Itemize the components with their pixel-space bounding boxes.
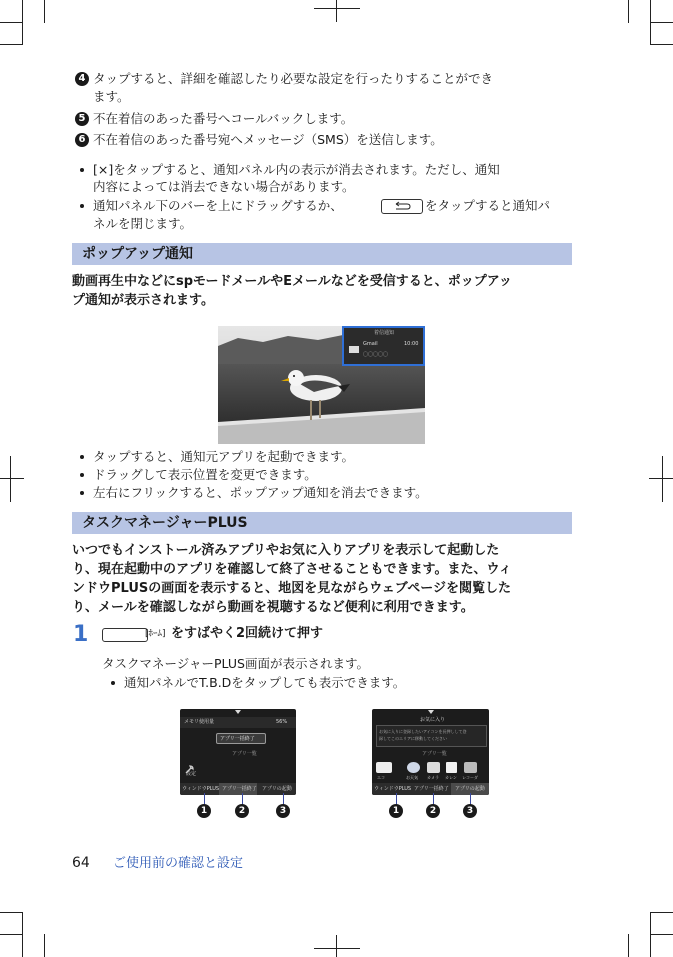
- callout-1: 1: [389, 804, 403, 818]
- section-header-taskmanager: [72, 512, 572, 534]
- section2-intro-line2: り、現在起動中のアプリを確認して終了させることもできます。また、ウィ: [72, 562, 512, 577]
- eco-app-icon[interactable]: [376, 762, 392, 773]
- callout-2: 2: [235, 804, 249, 818]
- bullet-dot: [111, 681, 115, 685]
- app-name-camera: カメラ: [427, 775, 439, 780]
- chevron-down-icon[interactable]: [235, 710, 241, 714]
- app-name-weather: お天気: [406, 775, 418, 780]
- weather-app-icon[interactable]: [407, 762, 420, 773]
- bullet-dot: [80, 455, 84, 459]
- page-number: 64: [72, 855, 90, 871]
- recorder-app-icon[interactable]: [464, 762, 477, 773]
- popup-example-image: [218, 326, 425, 444]
- bullet-1-line1: [×]をタップすると、通知パネル内の表示が消去されます。ただし、通知: [93, 162, 500, 177]
- favorites-label: お気に入り: [420, 717, 446, 723]
- bullet-2-line2: ネルを閉じます。: [93, 216, 193, 231]
- app-name-eco: エコ: [377, 775, 385, 780]
- step-result: タスクマネージャーPLUS画面が表示されます。: [102, 656, 369, 671]
- footer-title: ご使用前の確認と設定: [113, 856, 244, 871]
- item-4-line1: タップすると、詳細を確認したり必要な設定を行ったりすることができ: [93, 71, 494, 86]
- section1-bullet-1: タップすると、通知元アプリを起動できます。: [93, 449, 355, 464]
- callout-2: 2: [426, 804, 440, 818]
- tab-end-all[interactable]: アプリ一括終了: [222, 786, 257, 792]
- bullet-dot: [80, 473, 84, 477]
- home-key-icon: [102, 628, 148, 642]
- tab-window-plus[interactable]: ウィンドウPLUS: [182, 786, 220, 792]
- popup-app: Gmail: [363, 341, 378, 347]
- favorites-hint-1: お気に入りに登録したいアイコンを長押しして登: [379, 729, 467, 734]
- popup-sender: 〇〇〇〇〇: [363, 352, 389, 358]
- bullet-2-before: 通知パネル下のバーを上にドラッグするか、: [93, 198, 343, 213]
- popup-header: 着信通知: [374, 330, 395, 336]
- bullet-dot: [80, 168, 84, 172]
- bullet-2-after: をタップすると通知パ: [425, 198, 551, 213]
- bullet-dot: [80, 204, 84, 208]
- item-badge-6: 6: [75, 133, 89, 147]
- callout-1: 1: [197, 804, 211, 818]
- callout-3: 3: [276, 804, 290, 818]
- mail-icon: [349, 346, 359, 353]
- section1-bullet-3: 左右にフリックすると、ポップアップ通知を消去できます。: [93, 485, 428, 500]
- app-name-recorder: レコーダ: [462, 775, 478, 780]
- section2-intro-line4: り、メールを確認しながら動画を視聴するなど便利に利用できます。: [72, 600, 474, 615]
- chevron-down-icon[interactable]: [428, 710, 434, 714]
- settings-label: 設定: [186, 771, 197, 777]
- taskmanager-screen-left: [180, 709, 296, 795]
- app-list-label: アプリ一覧: [232, 751, 257, 757]
- favorites-hint-2: 録してこのエリアに移動してください: [379, 736, 447, 741]
- wrench-icon[interactable]: [185, 759, 194, 768]
- bullet-dot: [80, 491, 84, 495]
- callout-3: 3: [463, 804, 477, 818]
- memory-value: 56%: [276, 719, 288, 725]
- calendar-app-icon[interactable]: [446, 762, 457, 773]
- app-list-label: アプリ一覧: [422, 751, 447, 757]
- popup-notification[interactable]: [342, 326, 425, 366]
- tab-window-plus[interactable]: ウィンドウPLUS: [374, 786, 412, 792]
- item-4-line2: ます。: [93, 89, 130, 104]
- section-header-popup: [72, 243, 572, 265]
- tab-launch[interactable]: アプリの起動: [455, 786, 485, 792]
- section1-bullet-2: ドラッグして表示位置を変更できます。: [93, 467, 317, 482]
- section-title: タスクマネージャーPLUS: [82, 515, 248, 531]
- item-badge-4: 4: [75, 72, 89, 86]
- end-all-button[interactable]: アプリ一括終了: [216, 733, 266, 744]
- section2-intro-line1: いつでもインストール済みアプリやお気に入りアプリを表示して起動した: [72, 543, 500, 558]
- camera-app-icon[interactable]: [427, 762, 440, 773]
- section-title: ポップアップ通知: [82, 246, 194, 262]
- back-key-icon: [381, 199, 423, 214]
- bullet-1-line2: 内容によっては消去できない場合があります。: [93, 179, 355, 194]
- step-bullet: 通知パネルでT.B.Dをタップしても表示できます。: [124, 675, 406, 690]
- section1-intro-line2: プ通知が表示されます。: [72, 293, 214, 308]
- taskmanager-screen-right: [372, 709, 489, 795]
- item-badge-5: 5: [75, 112, 89, 126]
- memory-label: メモリ使用量: [184, 719, 215, 725]
- step-text: をすばやく2回続けて押す: [171, 626, 324, 641]
- step-number: 1: [73, 622, 89, 647]
- section1-intro-line1: 動画再生中などにspモードメールやEメールなどを受信すると、ポップアッ: [72, 274, 512, 289]
- home-key-label: [ﾎｰﾑ]: [145, 629, 166, 639]
- tab-end-all[interactable]: アプリ一括終了: [414, 786, 449, 792]
- popup-time: 10:00: [404, 341, 419, 347]
- app-name-calendar: カレン: [445, 775, 457, 780]
- item-6-line1: 不在着信のあった番号宛へメッセージ（SMS）を送信します。: [93, 132, 443, 147]
- item-5-line1: 不在着信のあった番号へコールバックします。: [93, 111, 354, 126]
- section2-intro-line3: ンドウPLUSの画面を表示すると、地図を見ながらウェブページを閲覧した: [72, 581, 511, 596]
- tab-launch[interactable]: アプリの起動: [262, 786, 292, 792]
